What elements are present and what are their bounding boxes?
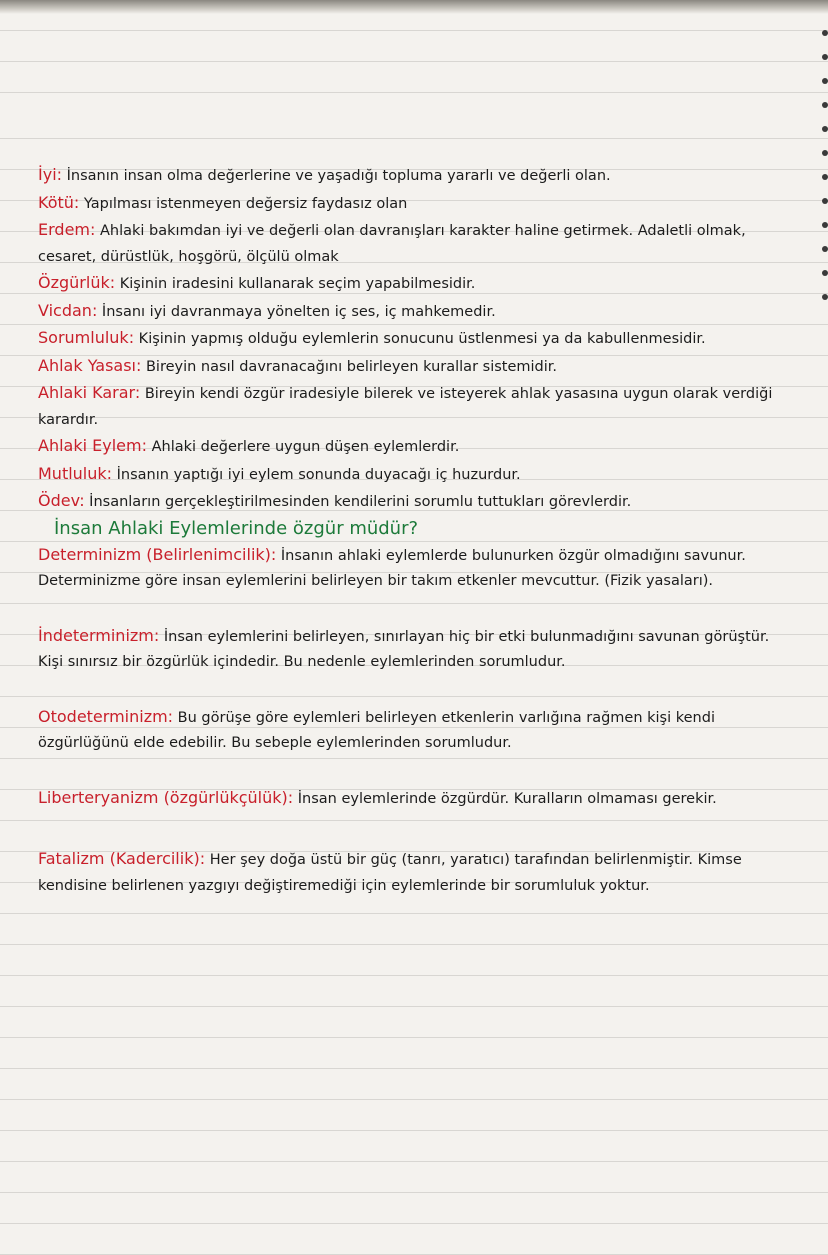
- definition: İnsanı iyi davranmaya yönelten iç ses, iç mahkemedir.: [97, 303, 496, 320]
- entry-ahlaki-eylem: [38, 433, 798, 461]
- entry-vicdan: [38, 298, 798, 326]
- entry-kotu: [38, 190, 798, 218]
- definition: Kişinin yapmış olduğu eylemlerin sonucunu üstlenmesi ya da kabullenmesidir.: [134, 331, 706, 347]
- entry-sorumluluk: [38, 325, 798, 353]
- entry-fatalizm: [38, 846, 798, 899]
- entry-indeterminizm: [38, 623, 798, 676]
- term: Otodeterminizm:: [38, 706, 174, 726]
- entry-ozgurluk: [38, 270, 798, 298]
- definition: Kişinin iradesini kullanarak seçim yapabilmesidir.: [115, 276, 476, 292]
- notes-body: [38, 162, 798, 899]
- term: Liberteryanizm (özgürlükçülük):: [38, 787, 294, 807]
- definition: İnsan eylemlerini belirleyen, sınırlayan hiç bir etki bulunmadığını savunan görüştür. Kişi sınırsız bir özgürlük içindedir. Bu nedenle eylemlerinden sorumludur.: [38, 628, 770, 670]
- entry-ahlak-yasasi: [38, 353, 798, 381]
- section-heading: İnsan Ahlaki Eylemlerinde özgür müdür?: [54, 517, 419, 539]
- definition: İnsanın yaptığı iyi eylem sonunda duyacağı iç huzurdur.: [112, 466, 521, 483]
- term: Ahlaki Eylem:: [38, 436, 147, 455]
- entry-liberteryanizm: [38, 785, 798, 813]
- entry-mutluluk: [38, 461, 798, 489]
- term: Fatalizm (Kadercilik):: [38, 849, 206, 868]
- entry-iyi: [38, 162, 798, 190]
- binding-holes: [818, 30, 828, 330]
- term: Ahlak Yasası:: [38, 355, 142, 375]
- definition: Bu görüşe göre eylemleri belirleyen etkenlerin varlığına rağmen kişi kendi özgürlüğünü elde edebilir. Bu sebeple eylemlerinden sorumludur.: [38, 709, 715, 751]
- definition: İnsanın ahlaki eylemlerde bulunurken özgür olmadığını savunur. Determinizme göre insan eylemlerini belirleyen bir takım etkenler mevcuttur. (Fizik yasaları).: [38, 547, 746, 589]
- term: İyi:: [38, 165, 63, 184]
- page-edge-shadow: [0, 0, 828, 14]
- term: İndeterminizm:: [38, 625, 160, 645]
- definition: Ahlaki değerlere uygun düşen eylemlerdir.: [146, 439, 460, 455]
- term: Mutluluk:: [38, 463, 113, 483]
- entry-otodeterminizm: [38, 704, 798, 757]
- entry-erdem: [38, 217, 798, 270]
- entry-odev: [38, 488, 798, 516]
- entry-ahlaki-karar: [38, 380, 798, 433]
- definition: Bireyin kendi özgür iradesiyle bilerek ve isteyerek ahlak yasasına uygun olarak verdiği karardır.: [38, 386, 773, 428]
- term: Vicdan:: [38, 300, 98, 320]
- definition: Yapılması istenmeyen değersiz faydasız olan: [79, 195, 408, 212]
- entry-determinizm: [38, 542, 798, 595]
- term: Özgürlük:: [38, 273, 116, 292]
- term: Sorumluluk:: [38, 328, 135, 347]
- definition: İnsanların gerçekleştirilmesinden kendilerini sorumlu tuttukları görevlerdir.: [84, 494, 632, 510]
- definition: Her şey doğa üstü bir güç (tanrı, yaratıcı) tarafından belirlenmiştir. Kimse kendisine belirlenen yazgıyı değiştiremediği için eylemlerinde bir sorumluluk yoktur.: [38, 852, 742, 894]
- term: Erdem:: [38, 220, 96, 239]
- term: Kötü:: [38, 192, 80, 212]
- term: Ödev:: [38, 491, 85, 510]
- definition: Bireyin nasıl davranacağını belirleyen kurallar sistemidir.: [141, 358, 558, 375]
- term: Determinizm (Belirlenimcilik):: [38, 544, 277, 564]
- definition: İnsan eylemlerinde özgürdür. Kuralların olmaması gerekir.: [293, 790, 717, 807]
- definition: İnsanın insan olma değerlerine ve yaşadığı topluma yararlı ve değerli olan.: [62, 168, 611, 184]
- term: Ahlaki Karar:: [38, 383, 141, 402]
- definition: Ahlaki bakımdan iyi ve değerli olan davranışları karakter haline getirmek. Adaletli olmak, cesaret, dürüstlük, hoşgörü, ölçülü olmak: [38, 223, 746, 265]
